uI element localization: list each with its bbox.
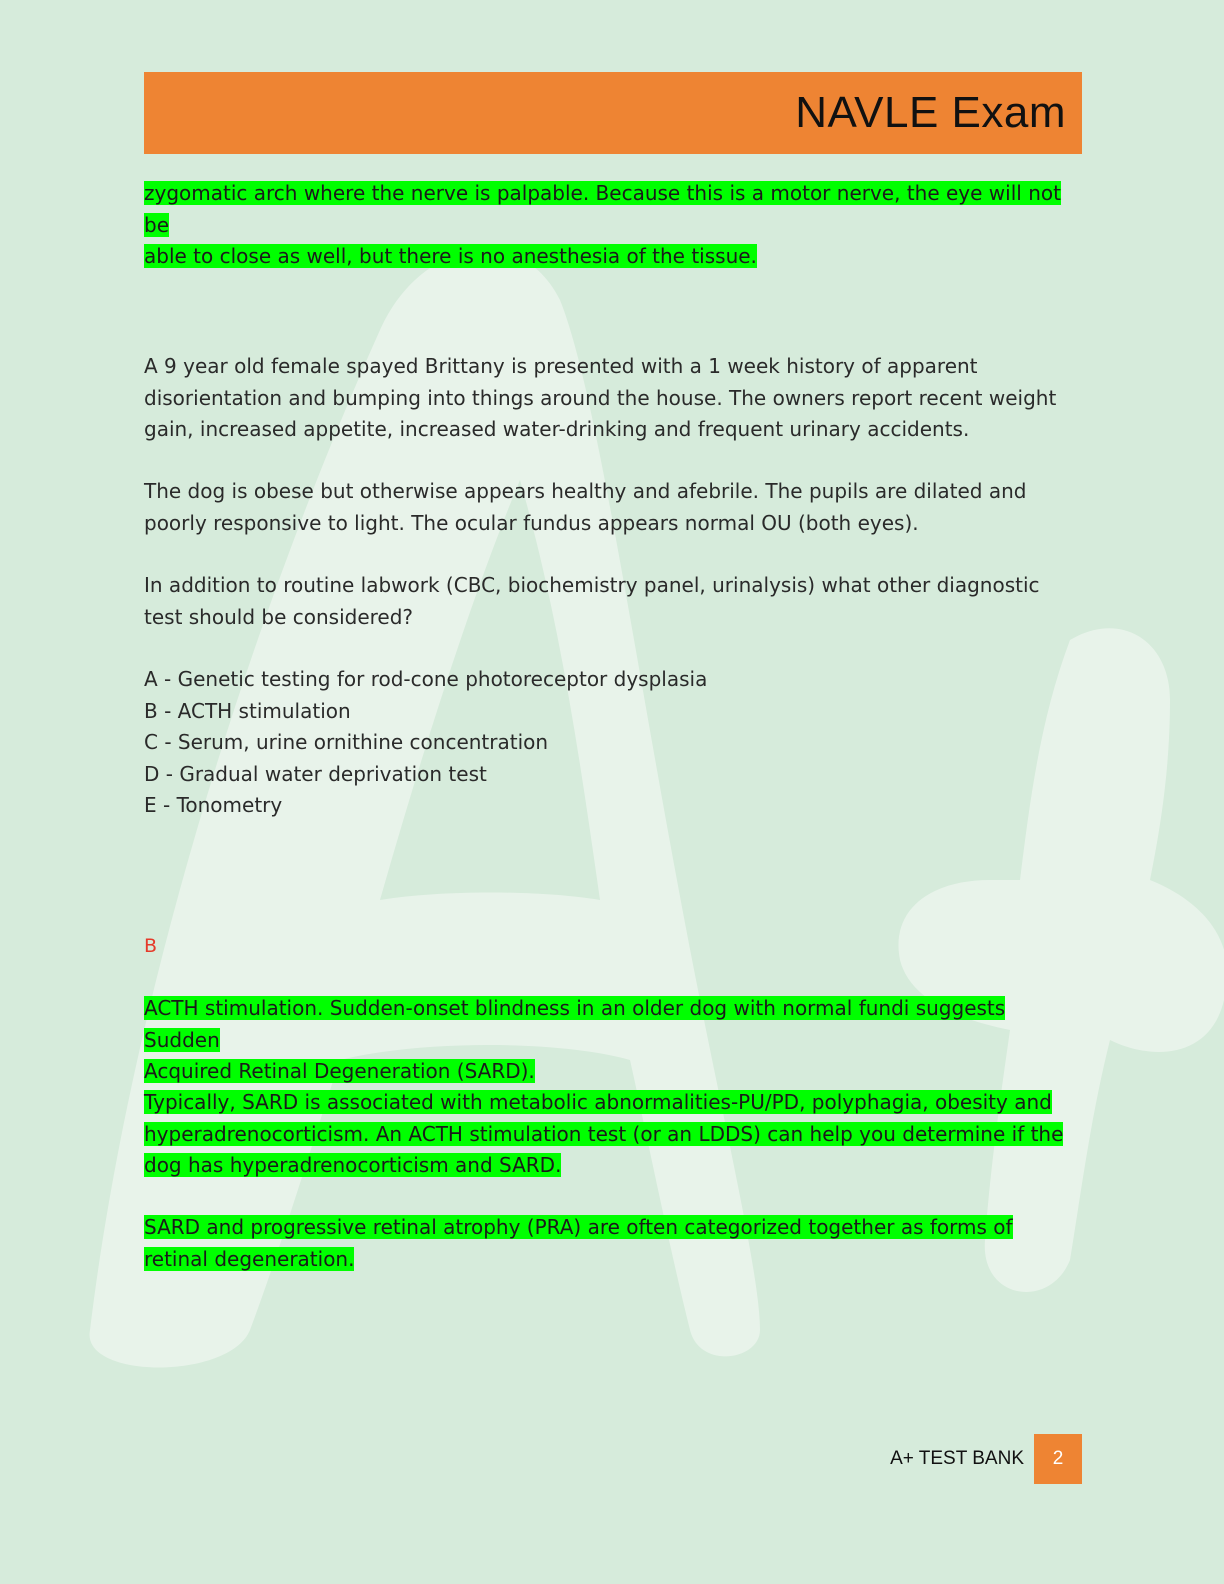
- intro-highlight: [144, 178, 1084, 273]
- explanation-3-line-2: retinal degeneration.: [144, 1246, 355, 1271]
- option-c: C - Serum, urine ornithine concentration: [144, 730, 549, 754]
- explanation-2-line-1: Typically, SARD is associated with metabolic abnormalities-PU/PD, polyphagia, obesity and: [144, 1090, 1052, 1114]
- explanation-1-line-2: Acquired Retinal Degeneration (SARD).: [144, 1059, 535, 1083]
- explanation-paragraph-3: [144, 1212, 1084, 1275]
- explanation-1-line-1: ACTH stimulation. Sudden-onset blindness in an older dog with normal fundi suggests Sudden: [144, 996, 1006, 1052]
- explanation-3-line-1: SARD and progressive retinal atrophy (PRA) are often categorized together as forms of: [144, 1215, 1013, 1239]
- answer-letter-block: [144, 930, 1084, 963]
- explanation-paragraph-1: [144, 993, 1084, 1088]
- question-paragraph-1: A 9 year old female spayed Brittany is presented with a 1 week history of apparent disorientation and bumping into things around the house. The owners report recent weight gain, increased appetite, increased water-drinking and frequent urinary accidents.: [144, 354, 1057, 441]
- page-number: 2: [1034, 1434, 1082, 1484]
- answer-letter: B: [144, 935, 158, 957]
- option-b: B - ACTH stimulation: [144, 698, 351, 723]
- page-title: NAVLE Exam: [795, 88, 1066, 137]
- option-a: A - Genetic testing for rod-cone photoreceptor dysplasia: [144, 667, 708, 691]
- footer-label: A+ TEST BANK: [890, 1448, 1024, 1469]
- option-e: E - Tonometry: [144, 793, 283, 817]
- explanation-2-line-2: hyperadrenocorticism. An ACTH stimulation test (or an LDDS) can help you determine if the: [144, 1121, 1064, 1146]
- answer-options: [144, 664, 1084, 822]
- question-paragraph-2: The dog is obese but otherwise appears healthy and afebrile. The pupils are dilated and poorly responsive to light. The ocular fundus appears normal OU (both eyes).: [144, 479, 1027, 535]
- explanation-2-line-3: dog has hyperadrenocorticism and SARD.: [144, 1153, 562, 1177]
- header-bar: [144, 72, 1082, 154]
- intro-line-2: able to close as well, but there is no anesthesia of the tissue.: [144, 244, 757, 268]
- question-paragraph-3: In addition to routine labwork (CBC, biochemistry panel, urinalysis) what other diagnostic test should be considered?: [144, 573, 1040, 629]
- option-d: D - Gradual water deprivation test: [144, 761, 487, 786]
- intro-line-1: zygomatic arch where the nerve is palpable. Because this is a motor nerve, the eye will not be: [144, 181, 1061, 237]
- explanation-paragraph-2: [144, 1087, 1084, 1182]
